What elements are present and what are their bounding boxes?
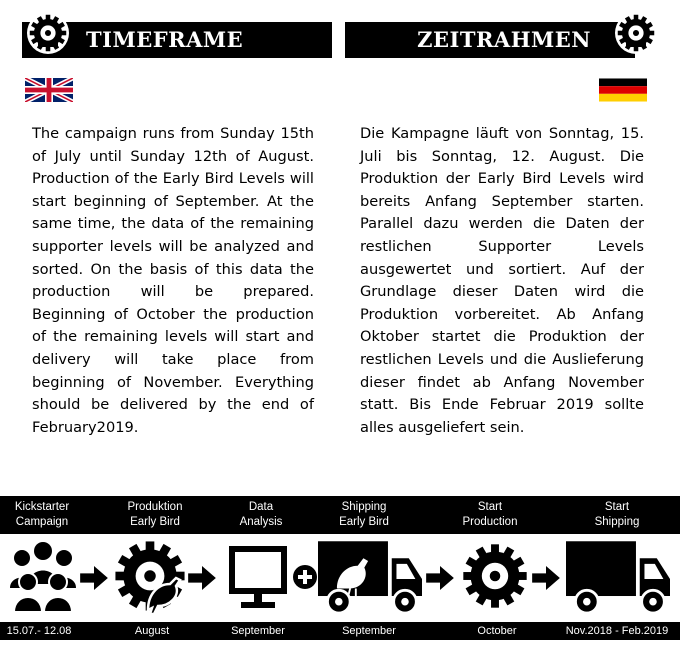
arrow-icon <box>426 566 454 590</box>
gear-badge-icon <box>614 11 658 55</box>
plus-icon <box>293 565 317 589</box>
step-label-line1: Start <box>604 501 630 513</box>
zeitrahmen-header-bar <box>345 22 635 58</box>
step-date: October <box>477 625 517 637</box>
step-label-line2: Shipping <box>594 515 640 528</box>
step-label-line2: Production <box>462 515 518 528</box>
step-label <box>435 500 545 529</box>
step-label-line1: Start <box>477 501 503 513</box>
germany-flag-icon <box>599 78 647 102</box>
step-label <box>100 500 210 529</box>
zeitrahmen-title: ZEITRAHMEN <box>417 27 591 52</box>
step-label <box>309 500 419 529</box>
arrow-icon <box>532 566 560 590</box>
gear-bird-icon <box>114 540 186 616</box>
step-label <box>562 500 672 529</box>
step-date: 15.07.- 12.08 <box>6 625 72 637</box>
step-label-line2: Early Bird <box>130 515 180 528</box>
uk-flag-icon <box>25 78 73 102</box>
step-date: August <box>134 625 170 637</box>
step-label-line1: Data <box>248 501 274 513</box>
german-description: Die Kampagne läuft von Sonntag, 15. Juli bis Sonntag, 12. August. Die Produktion der Early Bird Levels wird bereits Anfang September starten. Parallel dazu werden die Daten der restlichen Supporter Levels ausgewertet und sortiert. Auf der Grundlage dieser Daten wird die Produktion vorbereitet. Ab Anfang Oktober startet die Produktion der restlichen Levels und die Auslieferung dieser findet ab Anfang November statt. Bis Ende Februar 2019 sollte alles ausgeliefert sein. <box>360 125 644 436</box>
truck-icon <box>566 540 670 618</box>
step-date: September <box>342 625 396 637</box>
crowd-icon <box>8 540 78 612</box>
step-label-line2: Early Bird <box>339 515 389 528</box>
step-label-line1: Produktion <box>127 501 183 513</box>
step-label-line2: Analysis <box>239 515 283 528</box>
gear-badge-icon <box>26 11 70 55</box>
arrow-icon <box>80 566 108 590</box>
step-label-line1: Kickstarter <box>14 501 70 513</box>
step-label <box>0 500 97 529</box>
step-label-line1: Shipping <box>341 501 387 513</box>
step-date: Nov.2018 - Feb.2019 <box>565 625 669 637</box>
english-description: The campaign runs from Sunday 15th of July until Sunday 12th of August. Production of the Early Bird Levels will start beginning of September. At the same time, the data of the remaining supporter levels will be analyzed and sorted. On the basis of this data the production will be prepared. Beginning of October the production of the remaining levels will start and delivery will take place from beginning of November. Everything should be delivered by the end of February2019. <box>32 125 314 436</box>
timeframe-title: TIMEFRAME <box>86 27 244 52</box>
gear-icon <box>462 543 528 609</box>
step-label <box>206 500 316 529</box>
step-label-line2: Campaign <box>15 515 69 528</box>
step-date: September <box>231 625 285 637</box>
monitor-icon <box>229 546 287 608</box>
truck-bird-icon <box>318 540 422 618</box>
arrow-icon <box>188 566 216 590</box>
